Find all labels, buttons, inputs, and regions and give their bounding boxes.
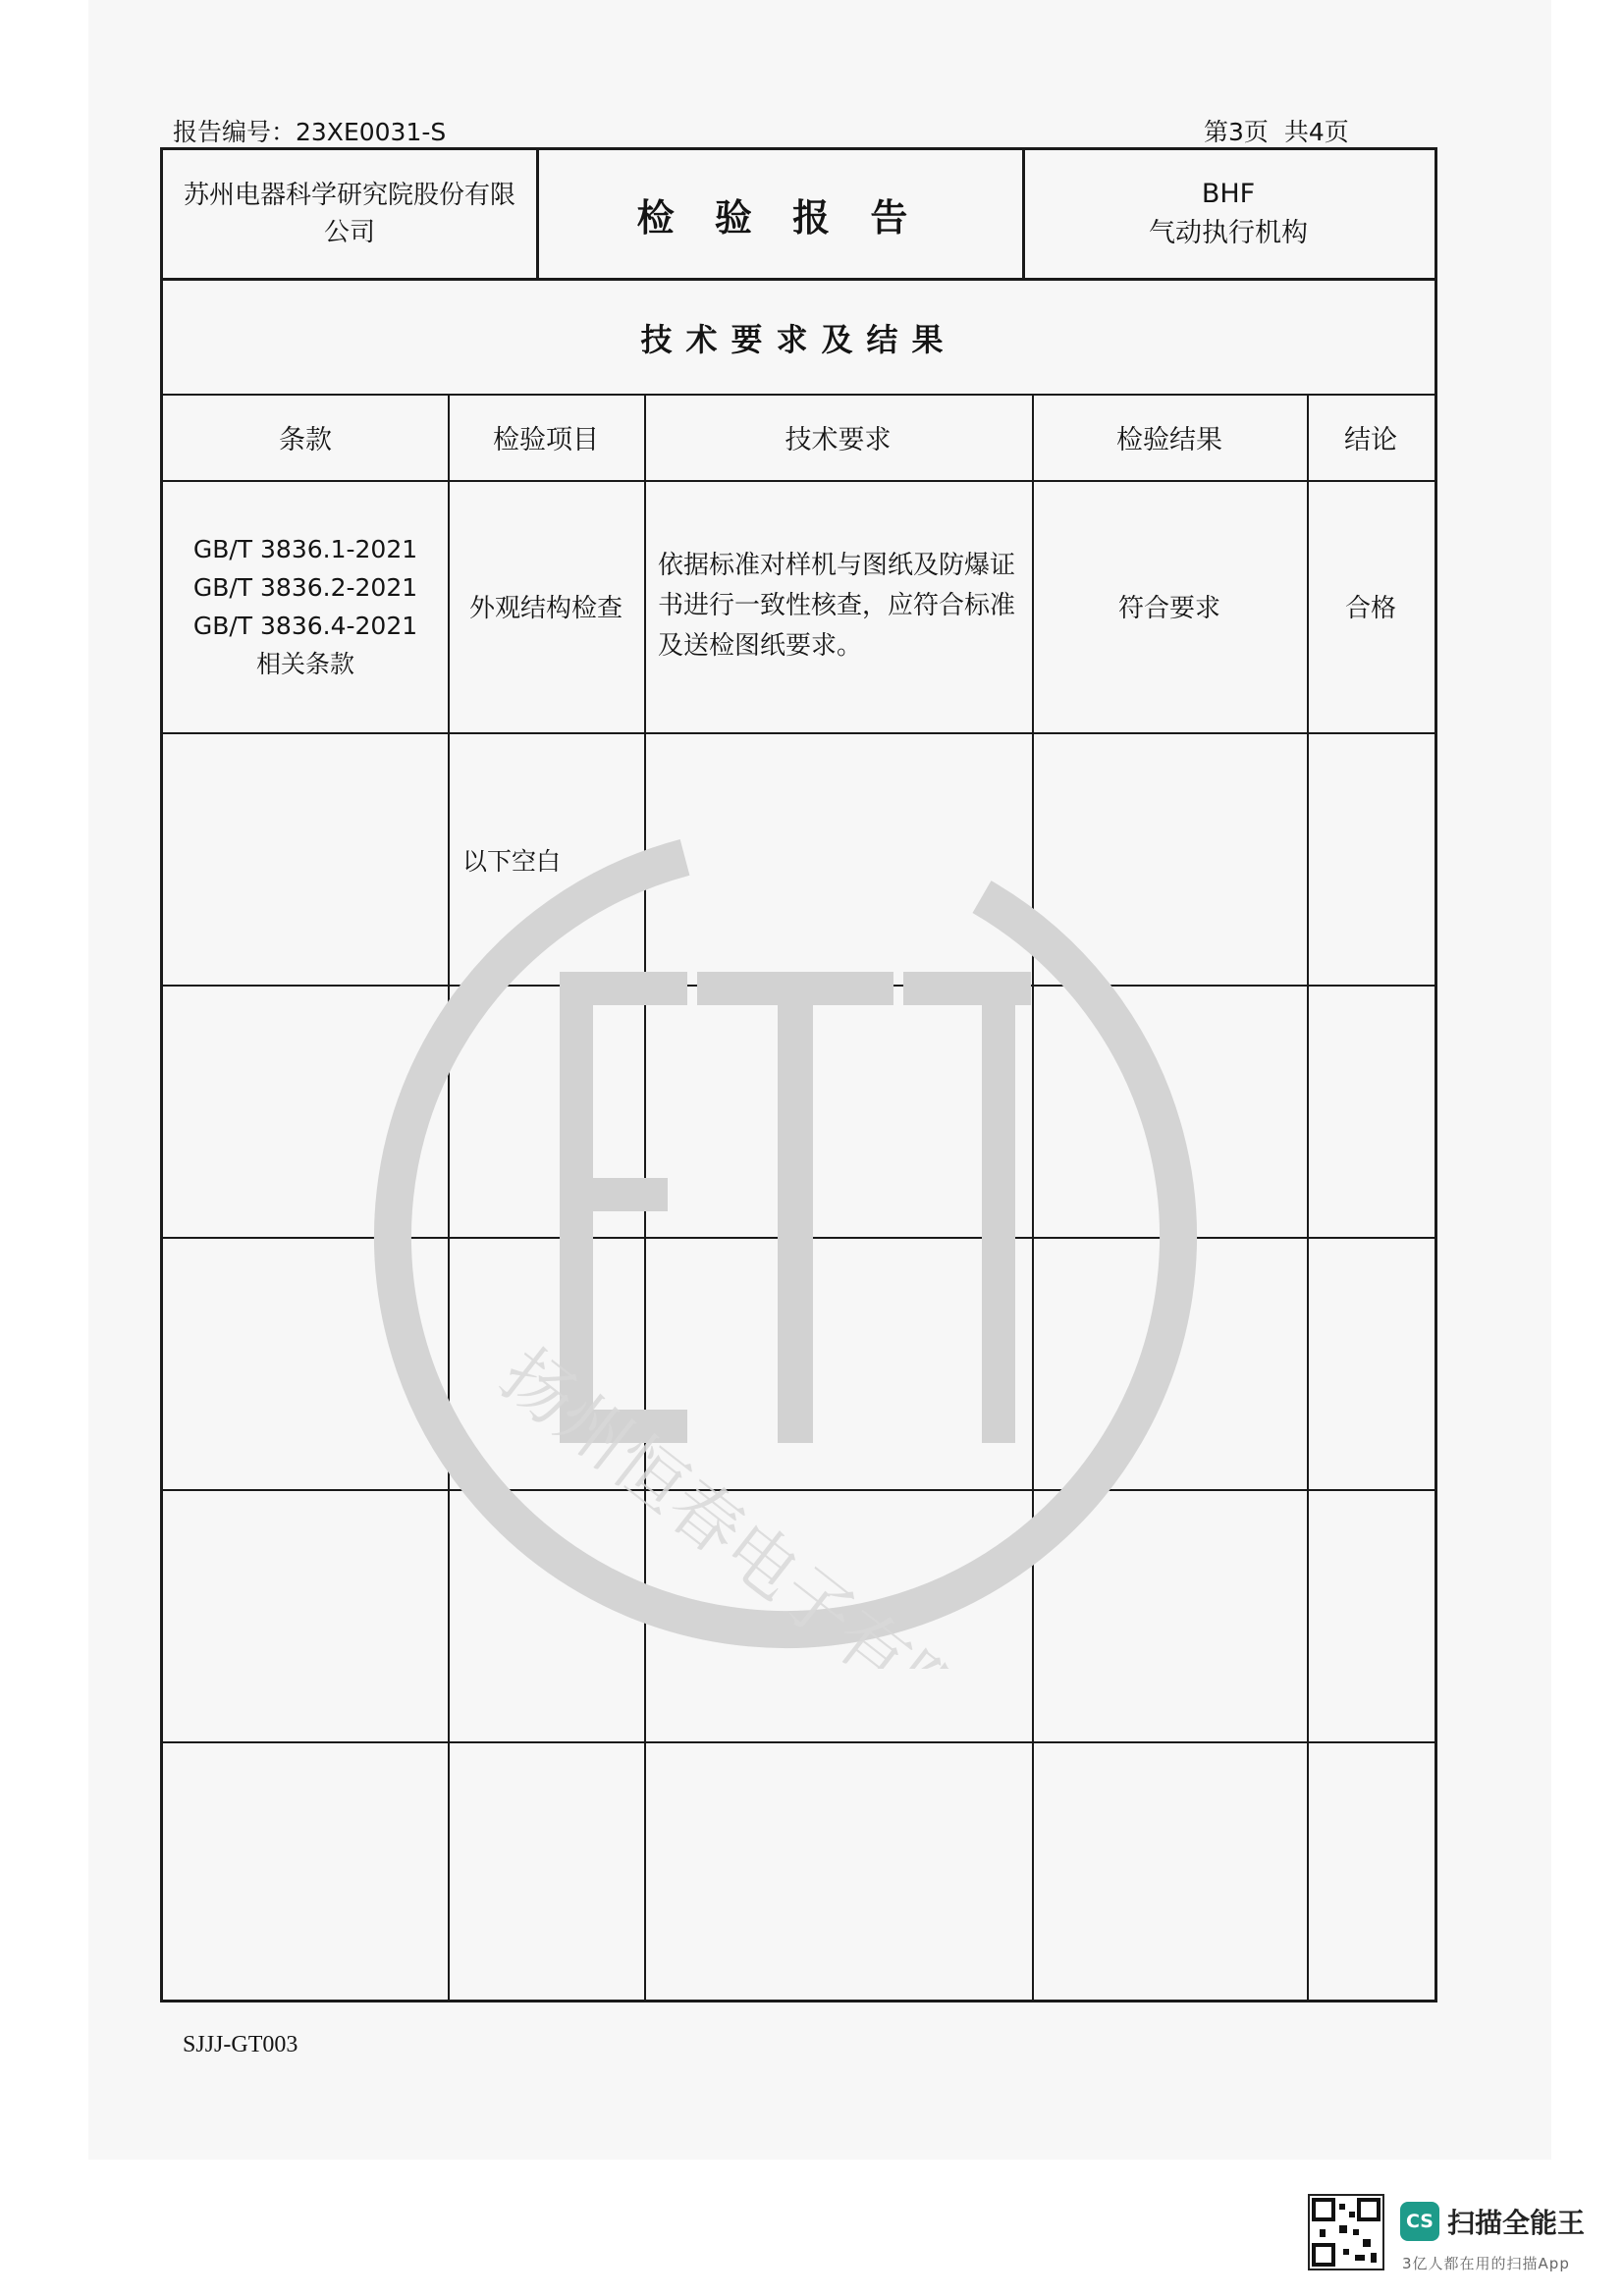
form-code: SJJJ-GT003	[183, 2032, 298, 2057]
column-header-clause: 条款	[279, 424, 332, 455]
divider	[163, 1237, 1435, 1239]
conclusion: 合格	[1344, 594, 1396, 623]
report-title: 检 验 报 告	[636, 195, 922, 240]
report-frame	[160, 147, 1437, 2002]
camscanner-name: 扫描全能王	[1447, 2207, 1586, 2239]
technical-requirement: 依据标准对样机与图纸及防爆证书进行一致性核查，应符合标准及送检图纸要求。	[658, 551, 1016, 661]
page-indicator	[1200, 113, 1353, 148]
page-number: 第3页	[1204, 118, 1269, 146]
page-total: 共4页	[1283, 118, 1349, 146]
inspection-result: 符合要求	[1117, 594, 1220, 623]
divider	[163, 1741, 1435, 1743]
column-header-result: 检验结果	[1116, 424, 1222, 455]
column-header-conclusion: 结论	[1344, 424, 1397, 455]
camscanner-logo-icon: CS	[1400, 2202, 1439, 2241]
clause-line: 相关条款	[255, 649, 354, 678]
divider	[163, 985, 1435, 987]
report-number: 报告编号：23XE0031-S	[173, 118, 447, 146]
divider	[163, 1489, 1435, 1491]
section-title: 技术要求及结果	[640, 320, 957, 358]
clause-line: GB/T 3836.4-2021	[192, 611, 418, 640]
qr-code-icon	[1308, 2194, 1384, 2270]
company-name: 苏州电器科学研究院股份有限公司	[183, 181, 515, 247]
blank-note: 以下空白	[462, 847, 562, 876]
clause-line: GB/T 3836.1-2021	[192, 534, 418, 563]
column-header-requirement: 技术要求	[785, 424, 892, 455]
divider	[163, 732, 1435, 734]
camscanner-tagline: 3亿人都在用的扫描App	[1402, 2255, 1570, 2272]
clause-list	[163, 480, 448, 732]
clause-line: GB/T 3836.2-2021	[192, 572, 418, 602]
column-header-item: 检验项目	[493, 424, 599, 455]
product-info	[1022, 150, 1435, 278]
inspection-item: 外观结构检查	[468, 594, 623, 623]
product-name: 气动执行机构	[1149, 218, 1308, 248]
product-code: BHF	[1201, 179, 1256, 209]
